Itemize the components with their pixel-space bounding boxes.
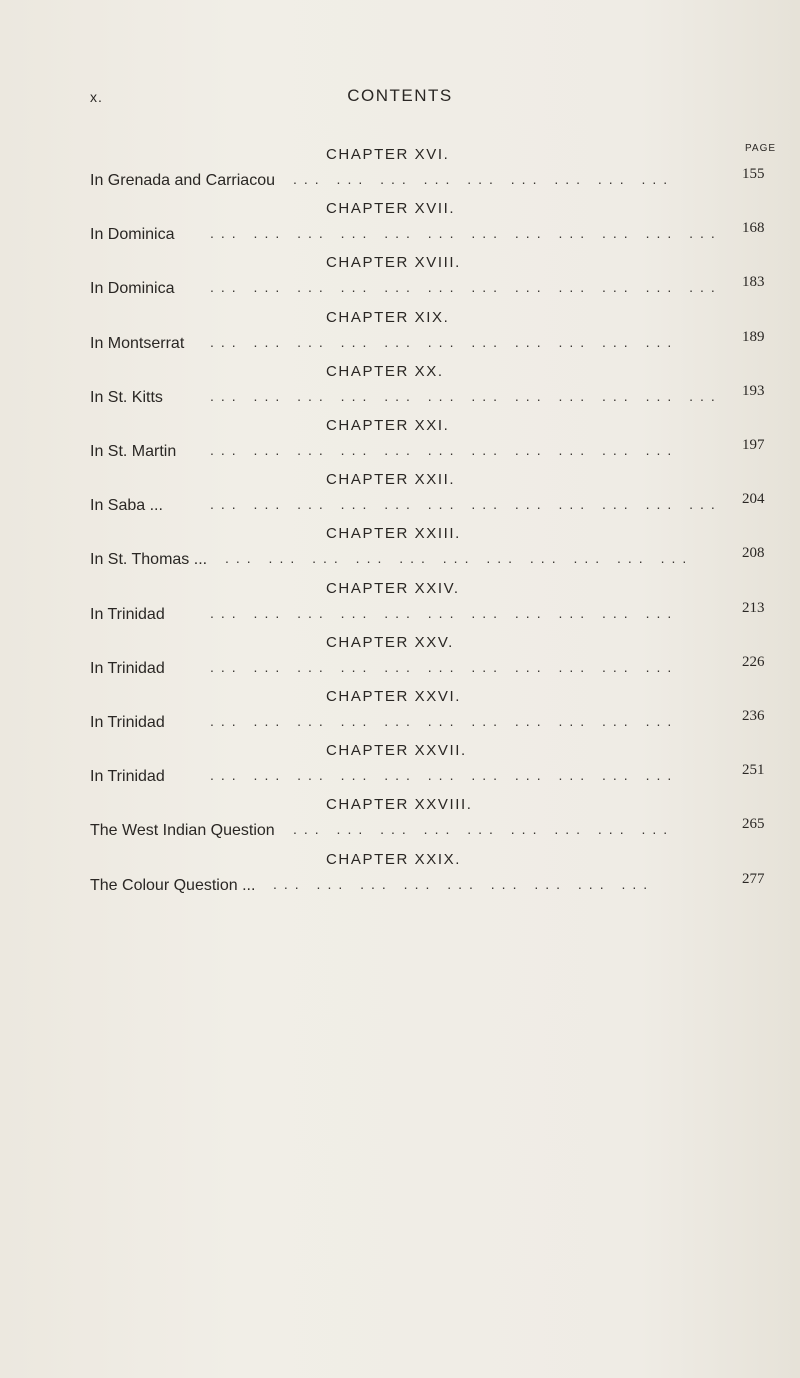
chapter-heading: CHAPTER XXI. — [326, 417, 450, 434]
chapter-heading: CHAPTER XVII. — [326, 200, 456, 217]
entry-title: In Trinidad — [90, 768, 165, 785]
chapter-heading: CHAPTER XXV. — [326, 634, 454, 651]
entry-title: In Trinidad — [90, 606, 165, 623]
toc-entry — [90, 600, 790, 630]
entry-title: In Dominica — [90, 280, 175, 297]
entry-title: In St. Kitts — [90, 389, 163, 406]
chapter-heading: CHAPTER XX. — [326, 363, 444, 380]
entry-page-number: 208 — [742, 545, 765, 561]
entry-page-number: 189 — [742, 329, 765, 345]
dot-leader: ... ... ... ... ... ... ... ... ... ... ... ... — [210, 496, 722, 512]
entry-page-number: 226 — [742, 654, 765, 670]
toc-entry — [90, 220, 790, 250]
dot-leader: ... ... ... ... ... ... ... ... ... — [273, 876, 655, 892]
toc-entry — [90, 437, 790, 467]
entry-title: In St. Martin — [90, 443, 177, 460]
dot-leader: ... ... ... ... ... ... ... ... ... — [293, 171, 675, 187]
dot-leader: ... ... ... ... ... ... ... ... ... ... ... ... — [210, 388, 722, 404]
entry-title: In Trinidad — [90, 660, 165, 677]
toc-entry — [90, 274, 790, 304]
chapter-heading: CHAPTER XXVII. — [326, 742, 467, 759]
toc-entry — [90, 871, 790, 901]
dot-leader: ... ... ... ... ... ... ... ... ... ... ... — [210, 334, 679, 350]
toc-entry — [90, 762, 790, 792]
entry-page-number: 251 — [742, 762, 765, 778]
dot-leader: ... ... ... ... ... ... ... ... ... ... ... — [225, 550, 694, 566]
entry-page-number: 204 — [742, 491, 765, 507]
entry-page-number: 277 — [742, 871, 765, 887]
toc-entry — [90, 329, 790, 359]
entry-title: In Grenada and Carriacou — [90, 172, 275, 189]
toc-entry — [90, 166, 790, 196]
entry-title: The West Indian Question — [90, 822, 275, 839]
dot-leader: ... ... ... ... ... ... ... ... ... ... ... — [210, 767, 679, 783]
entry-title: In Trinidad — [90, 714, 165, 731]
entry-page-number: 168 — [742, 220, 765, 236]
entry-title: In Dominica — [90, 226, 175, 243]
entry-title: In Montserrat — [90, 335, 185, 352]
entry-page-number: 155 — [742, 166, 765, 182]
entry-page-number: 265 — [742, 816, 765, 832]
toc-entry — [90, 708, 790, 738]
chapter-heading: CHAPTER XVI. — [326, 146, 450, 163]
entry-page-number: 236 — [742, 708, 765, 724]
dot-leader: ... ... ... ... ... ... ... ... ... ... ... — [210, 605, 679, 621]
chapter-heading: CHAPTER XXIV. — [326, 580, 460, 597]
dot-leader: ... ... ... ... ... ... ... ... ... ... ... — [210, 713, 679, 729]
page-folio: x. — [90, 89, 103, 105]
entry-page-number: 213 — [742, 600, 765, 616]
toc-entry — [90, 654, 790, 684]
chapter-heading: CHAPTER XXVI. — [326, 688, 461, 705]
entry-page-number: 183 — [742, 274, 765, 290]
toc-entry — [90, 816, 790, 846]
dot-leader: ... ... ... ... ... ... ... ... ... ... ... — [210, 442, 679, 458]
dot-leader: ... ... ... ... ... ... ... ... ... ... ... — [210, 659, 679, 675]
toc-entry — [90, 491, 790, 521]
chapter-heading: CHAPTER XXIII. — [326, 525, 461, 542]
page-column-label: PAGE — [745, 143, 777, 154]
dot-leader: ... ... ... ... ... ... ... ... ... — [293, 821, 675, 837]
chapter-heading: CHAPTER XXVIII. — [326, 796, 473, 813]
chapter-heading: CHAPTER XIX. — [326, 309, 450, 326]
entry-page-number: 193 — [742, 383, 765, 399]
chapter-heading: CHAPTER XXII. — [326, 471, 456, 488]
entry-page-number: 197 — [742, 437, 765, 453]
chapter-heading: CHAPTER XXIX. — [326, 851, 461, 868]
dot-leader: ... ... ... ... ... ... ... ... ... ... ... ... — [210, 225, 722, 241]
entry-title: The Colour Question ... — [90, 877, 256, 894]
toc-entry — [90, 545, 790, 575]
chapter-heading: CHAPTER XVIII. — [326, 254, 461, 271]
toc-entry — [90, 383, 790, 413]
entry-title: In Saba ... — [90, 497, 163, 514]
dot-leader: ... ... ... ... ... ... ... ... ... ... ... ... — [210, 279, 722, 295]
entry-title: In St. Thomas ... — [90, 551, 208, 568]
running-head: CONTENTS — [347, 86, 453, 105]
